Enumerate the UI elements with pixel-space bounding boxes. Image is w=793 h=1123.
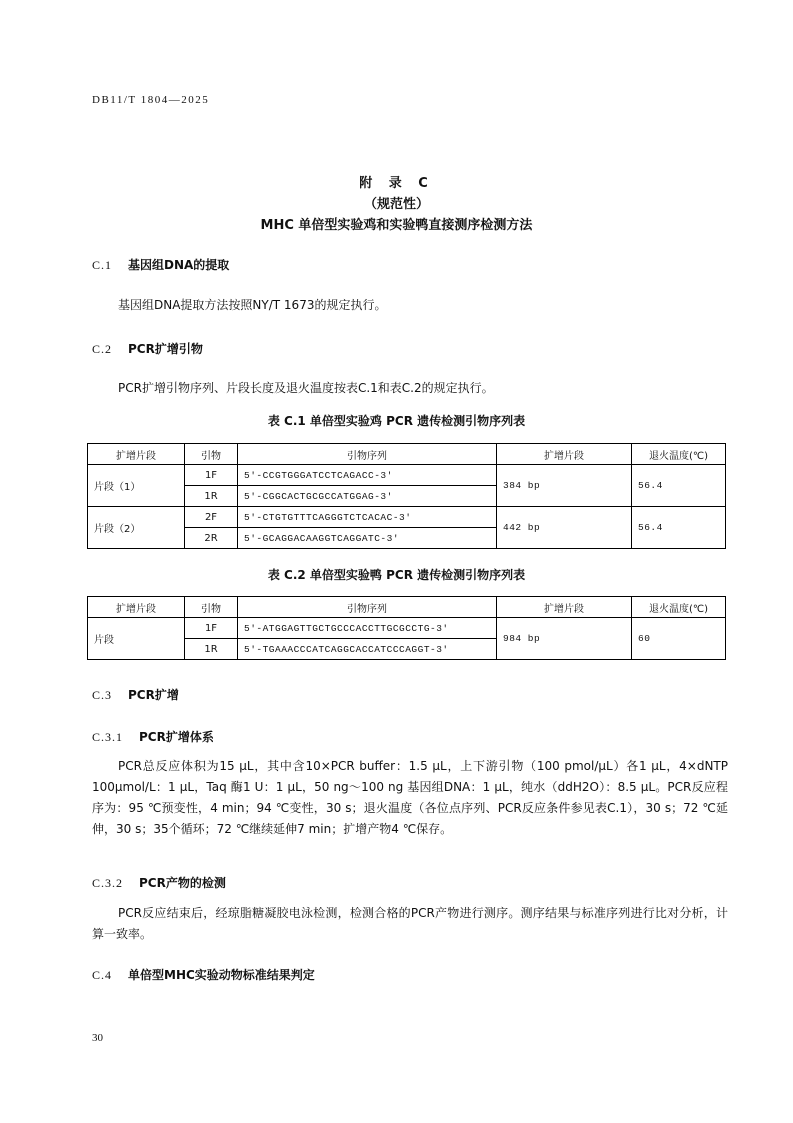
col-header: 扩增片段 [497,444,632,465]
col-header: 扩增片段 [88,597,185,618]
col-header: 引物序列 [238,597,497,618]
appendix-subtitle: MHC 单倍型实验鸡和实验鸭直接测序检测方法 [260,218,533,233]
primer-cell: 2R [185,528,238,549]
section-c4-heading [92,966,315,983]
col-header: 退火温度(℃) [632,597,726,618]
section-c32-text: PCR反应结束后，经琼脂糖凝胶电泳检测，检测合格的PCR产物进行测序。测序结果与标准序列进行比对分析，计算一致率。 [92,906,728,941]
sequence-cell: 5′-CTGTGTTTCAGGGTCTCACAC-3′ [238,507,497,528]
sequence-cell: 5′-CCGTGGGATCCTCAGACC-3′ [238,465,497,486]
section-c32-heading [92,874,226,891]
page-number: 30 [92,1032,103,1044]
section-title: 单倍型MHC实验动物标准结果判定 [128,968,315,982]
col-header: 扩增片段 [88,444,185,465]
size-cell: 984 bp [497,618,632,660]
section-c2-text: PCR扩增引物序列、片段长度及退火温度按表C.1和表C.2的规定执行。 [118,381,494,395]
section-title: PCR扩增引物 [128,342,203,356]
section-c1-text: 基因组DNA提取方法按照NY/T 1673的规定执行。 [118,298,387,312]
appendix-nature: （规范性） [363,197,429,212]
sequence-cell: 5′-ATGGAGTTGCTGCCCACCTTGCGCCTG-3′ [238,618,497,639]
primer-cell: 1R [185,639,238,660]
section-c1-heading [92,256,229,273]
table-c1 [87,443,726,549]
section-number: C.3 [92,688,113,702]
col-header: 引物 [185,597,238,618]
sequence-cell: 5′-GCAGGACAAGGTCAGGATC-3′ [238,528,497,549]
size-cell: 442 bp [497,507,632,549]
section-c3-heading [92,686,179,703]
section-number: C.2 [92,342,113,356]
table-header-row [88,444,726,465]
table-c1-caption: 表 C.1 单倍型实验鸡 PCR 遗传检测引物序列表 [267,414,526,428]
table-row [88,618,726,639]
fragment-cell: 片段 [88,618,185,660]
table-row [88,465,726,486]
size-cell: 384 bp [497,465,632,507]
table-c2-caption: 表 C.2 单倍型实验鸭 PCR 遗传检测引物序列表 [267,568,526,582]
section-c31-heading [92,728,214,745]
primer-cell: 2F [185,507,238,528]
section-number: C.4 [92,968,113,982]
col-header: 引物序列 [238,444,497,465]
section-c31-text: PCR总反应体积为15 μL，其中含10×PCR buffer：1.5 μL，上下游引物（100 pmol/μL）各1 μL，4×dNTP 100μmol/L：1 μL，Taq 酶1 U：1 μL，50 ng～100 ng 基因组DNA：1 μL，纯水（ddH2O）：8.5 μL。PCR反应程序为：95 ℃预变性，4 min；94 ℃变性，30 s；退火温度（各位点序列、PCR反应条件参见表C.1），30 s；72 ℃延伸，30 s；35个循环；72 ℃继续延伸7 min；扩增产物4 ℃保存。 [92,759,728,836]
section-number: C.3.2 [92,876,124,890]
section-c2-heading [92,340,203,357]
fragment-cell: 片段（1） [88,465,185,507]
primer-cell: 1F [185,618,238,639]
section-title: PCR扩增 [128,688,179,702]
appendix-title: 附 录 C [359,176,434,191]
sequence-cell: 5′-CGGCACTGCGCCATGGAG-3′ [238,486,497,507]
document-code: DB11/T 1804—2025 [92,94,210,106]
table-row [88,507,726,528]
temp-cell: 56.4 [632,507,726,549]
table-c2 [87,596,726,660]
temp-cell: 60 [632,618,726,660]
section-title: PCR产物的检测 [139,876,226,890]
primer-cell: 1R [185,486,238,507]
section-title: PCR扩增体系 [139,730,214,744]
sequence-cell: 5′-TGAAACCCATCAGGCACCATCCCAGGT-3′ [238,639,497,660]
table-header-row [88,597,726,618]
col-header: 引物 [185,444,238,465]
section-title: 基因组DNA的提取 [128,258,230,272]
section-number: C.1 [92,258,113,272]
temp-cell: 56.4 [632,465,726,507]
section-number: C.3.1 [92,730,124,744]
col-header: 退火温度(℃) [632,444,726,465]
primer-cell: 1F [185,465,238,486]
col-header: 扩增片段 [497,597,632,618]
fragment-cell: 片段（2） [88,507,185,549]
